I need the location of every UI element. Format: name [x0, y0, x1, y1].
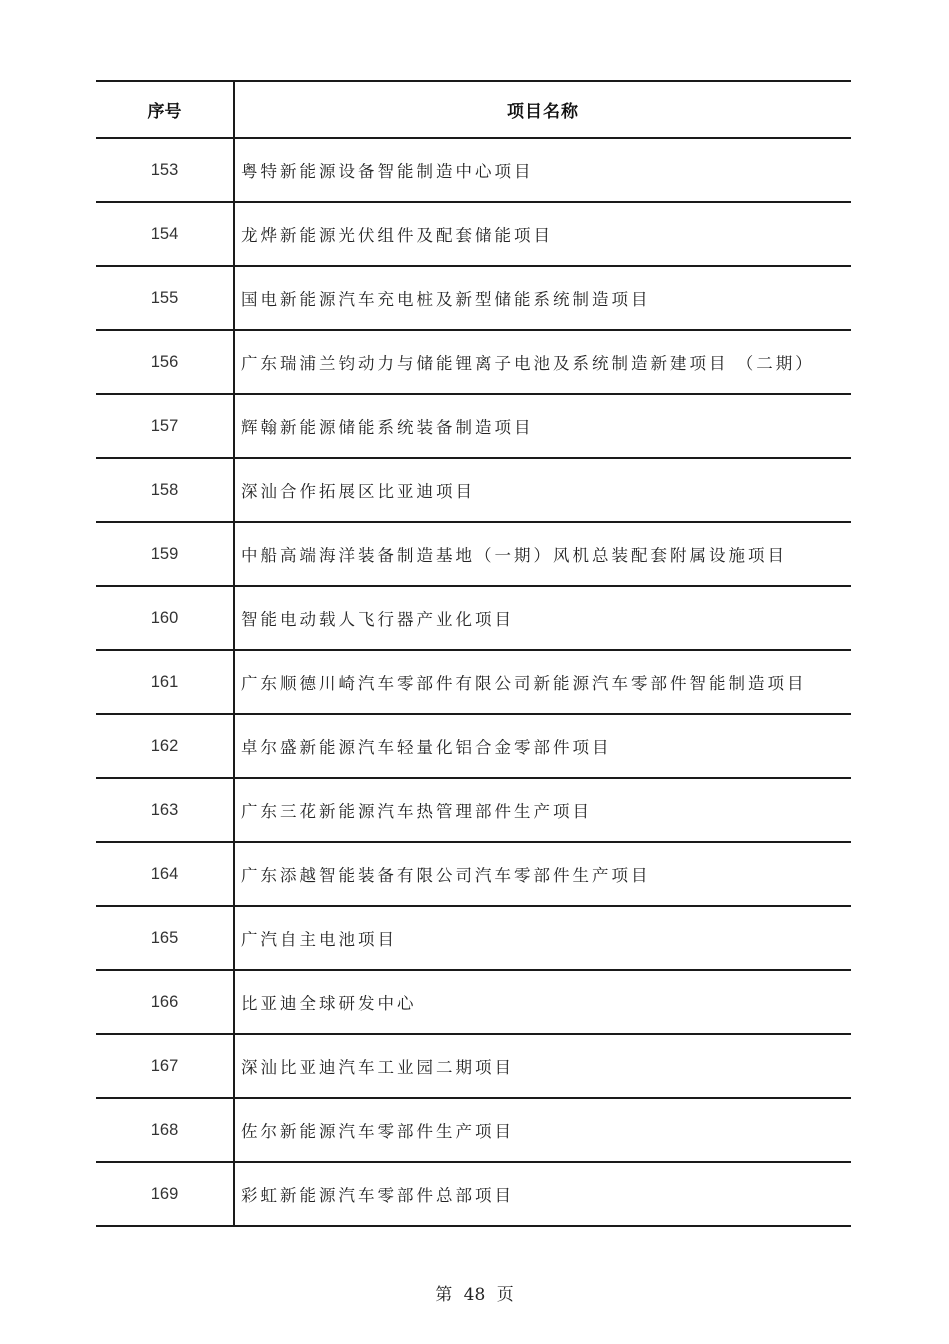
- table-row: [96, 970, 851, 1034]
- project-table: [96, 80, 851, 1227]
- table-row: [96, 906, 851, 970]
- row-project-name: 国电新能源汽车充电桩及新型储能系统制造项目: [234, 266, 851, 330]
- row-project-name: 深汕比亚迪汽车工业园二期项目: [234, 1034, 851, 1098]
- row-index: 160: [96, 586, 234, 650]
- row-project-name: 粤特新能源设备智能制造中心项目: [234, 138, 851, 202]
- row-index: 158: [96, 458, 234, 522]
- row-index: 162: [96, 714, 234, 778]
- row-index: 163: [96, 778, 234, 842]
- table-row: [96, 1098, 851, 1162]
- row-project-name: 中船高端海洋装备制造基地（一期）风机总装配套附属设施项目: [234, 522, 851, 586]
- table-row: [96, 138, 851, 202]
- row-project-name: 广东添越智能装备有限公司汽车零部件生产项目: [234, 842, 851, 906]
- table-row: [96, 266, 851, 330]
- table-body: [96, 138, 851, 1226]
- table-row: [96, 202, 851, 266]
- row-project-name: 辉翰新能源储能系统装备制造项目: [234, 394, 851, 458]
- row-project-name: 比亚迪全球研发中心: [234, 970, 851, 1034]
- row-index: 165: [96, 906, 234, 970]
- table-row: [96, 1162, 851, 1226]
- table-row: [96, 522, 851, 586]
- row-project-name: 广东三花新能源汽车热管理部件生产项目: [234, 778, 851, 842]
- table-row: [96, 394, 851, 458]
- row-project-name: 佐尔新能源汽车零部件生产项目: [234, 1098, 851, 1162]
- row-project-name: 智能电动载人飞行器产业化项目: [234, 586, 851, 650]
- row-project-name: 卓尔盛新能源汽车轻量化铝合金零部件项目: [234, 714, 851, 778]
- row-index: 153: [96, 138, 234, 202]
- row-index: 156: [96, 330, 234, 394]
- table-row: [96, 458, 851, 522]
- page-number: 第 48 页: [435, 1285, 514, 1305]
- row-index: 155: [96, 266, 234, 330]
- row-index: 166: [96, 970, 234, 1034]
- row-index: 154: [96, 202, 234, 266]
- table-header-row: [96, 81, 851, 138]
- row-project-name: 彩虹新能源汽车零部件总部项目: [234, 1162, 851, 1226]
- table-row: [96, 586, 851, 650]
- row-project-name: 广汽自主电池项目: [234, 906, 851, 970]
- table-row: [96, 778, 851, 842]
- row-index: 159: [96, 522, 234, 586]
- row-index: 157: [96, 394, 234, 458]
- row-index: 168: [96, 1098, 234, 1162]
- header-index: 序号: [96, 81, 234, 138]
- header-project-name: 项目名称: [234, 81, 851, 138]
- row-index: 167: [96, 1034, 234, 1098]
- row-project-name: 龙烨新能源光伏组件及配套储能项目: [234, 202, 851, 266]
- row-project-name: 深汕合作拓展区比亚迪项目: [234, 458, 851, 522]
- table-row: [96, 330, 851, 394]
- row-index: 169: [96, 1162, 234, 1226]
- table-row: [96, 714, 851, 778]
- table-row: [96, 650, 851, 714]
- row-project-name: 广东顺德川崎汽车零部件有限公司新能源汽车零部件智能制造项目: [234, 650, 851, 714]
- row-index: 164: [96, 842, 234, 906]
- table-row: [96, 1034, 851, 1098]
- row-project-name: 广东瑞浦兰钧动力与储能锂离子电池及系统制造新建项目 （二期）: [234, 330, 851, 394]
- table-row: [96, 842, 851, 906]
- row-index: 161: [96, 650, 234, 714]
